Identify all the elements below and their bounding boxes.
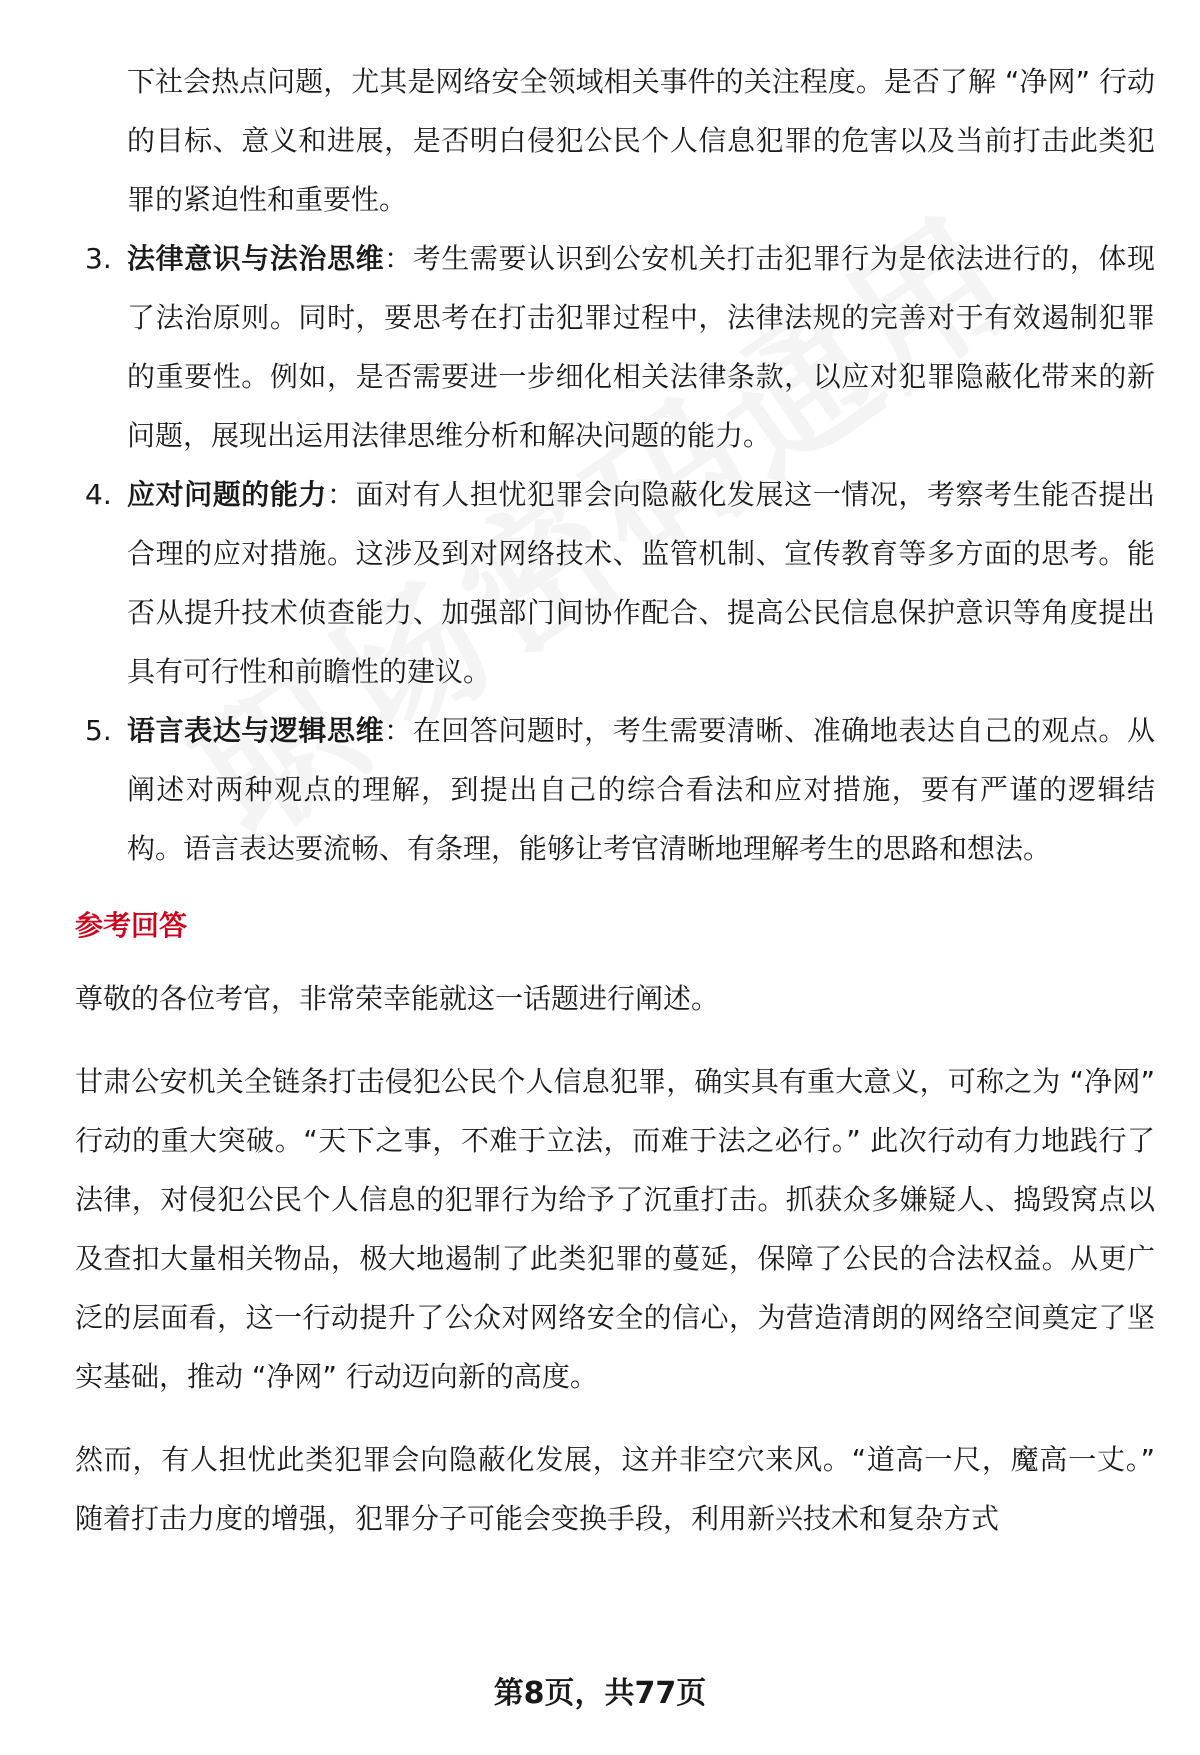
continued-paragraph: 下社会热点问题，尤其是网络安全领域相关事件的关注程度。是否了解 “净网” 行动的目标、意义和进展，是否明白侵犯公民个人信息犯罪的危害以及当前打击此类犯罪的紧迫性和重要性。: [127, 65, 1155, 216]
list-item-title: 语言表达与逻辑思维: [127, 714, 385, 747]
list-item-title: 应对问题的能力: [127, 478, 327, 511]
page-number-footer: 第8页，共77页: [493, 1676, 707, 1711]
answer-paragraph: 尊敬的各位考官，非常荣幸能就这一话题进行阐述。: [75, 982, 720, 1015]
answer-heading: 参考回答: [75, 909, 188, 942]
page-content: [75, 52, 1155, 1572]
list-item-title: 法律意识与法治思维: [127, 242, 385, 275]
assessment-points-list: [75, 229, 1155, 878]
list-item-text: ：在回答问题时，考生需要清晰、准确地表达自己的观点。从阐述对两种观点的理解，到提出自己的综合看法和应对措施，要有严谨的逻辑结构。语言表达要流畅、有条理，能够让考官清晰地理解考生的思路和想法。: [127, 714, 1155, 865]
list-item-text: ：面对有人担忧犯罪会向隐蔽化发展这一情况，考察考生能否提出合理的应对措施。这涉及到对网络技术、监管机制、宣传教育等多方面的思考。能否从提升技术侦查能力、加强部门间协作配合、提高公民信息保护意识等角度提出具有可行性和前瞻性的建议。: [127, 478, 1155, 688]
list-item-number: 3.: [85, 242, 112, 275]
answer-paragraph: 然而，有人担忧此类犯罪会向隐蔽化发展，这并非空穴来风。“道高一尺，魔高一丈。” 随着打击力度的增强，犯罪分子可能会变换手段，利用新兴技术和复杂方式: [75, 1443, 1155, 1535]
list-item: [75, 465, 1155, 701]
list-item: [75, 229, 1155, 465]
list-item: [75, 701, 1155, 878]
list-item-number: 4.: [85, 478, 112, 511]
list-item-text: ：考生需要认识到公安机关打击犯罪行为是依法进行的，体现了法治原则。同时，要思考在打击犯罪过程中，法律法规的完善对于有效遏制犯罪的重要性。例如，是否需要进一步细化相关法律条款，以应对犯罪隐蔽化带来的新问题，展现出运用法律思维分析和解决问题的能力。: [127, 242, 1155, 452]
answer-paragraph: 甘肃公安机关全链条打击侵犯公民个人信息犯罪，确实具有重大意义，可称之为 “净网” 行动的重大突破。“天下之事，不难于立法，而难于法之必行。” 此次行动有力地践行了法律，对侵犯公民个人信息的犯罪行为给予了沉重打击。抓获众多嫌疑人、捣毁窝点以及查扣大量相关物品，极大地遏制了此类犯罪的蔓延，保障了公民的合法权益。从更广泛的层面看，这一行动提升了公众对网络安全的信心，为营造清朗的网络空间奠定了坚实基础，推动 “净网” 行动迈向新的高度。: [75, 1065, 1155, 1393]
list-item-number: 5.: [85, 714, 112, 747]
